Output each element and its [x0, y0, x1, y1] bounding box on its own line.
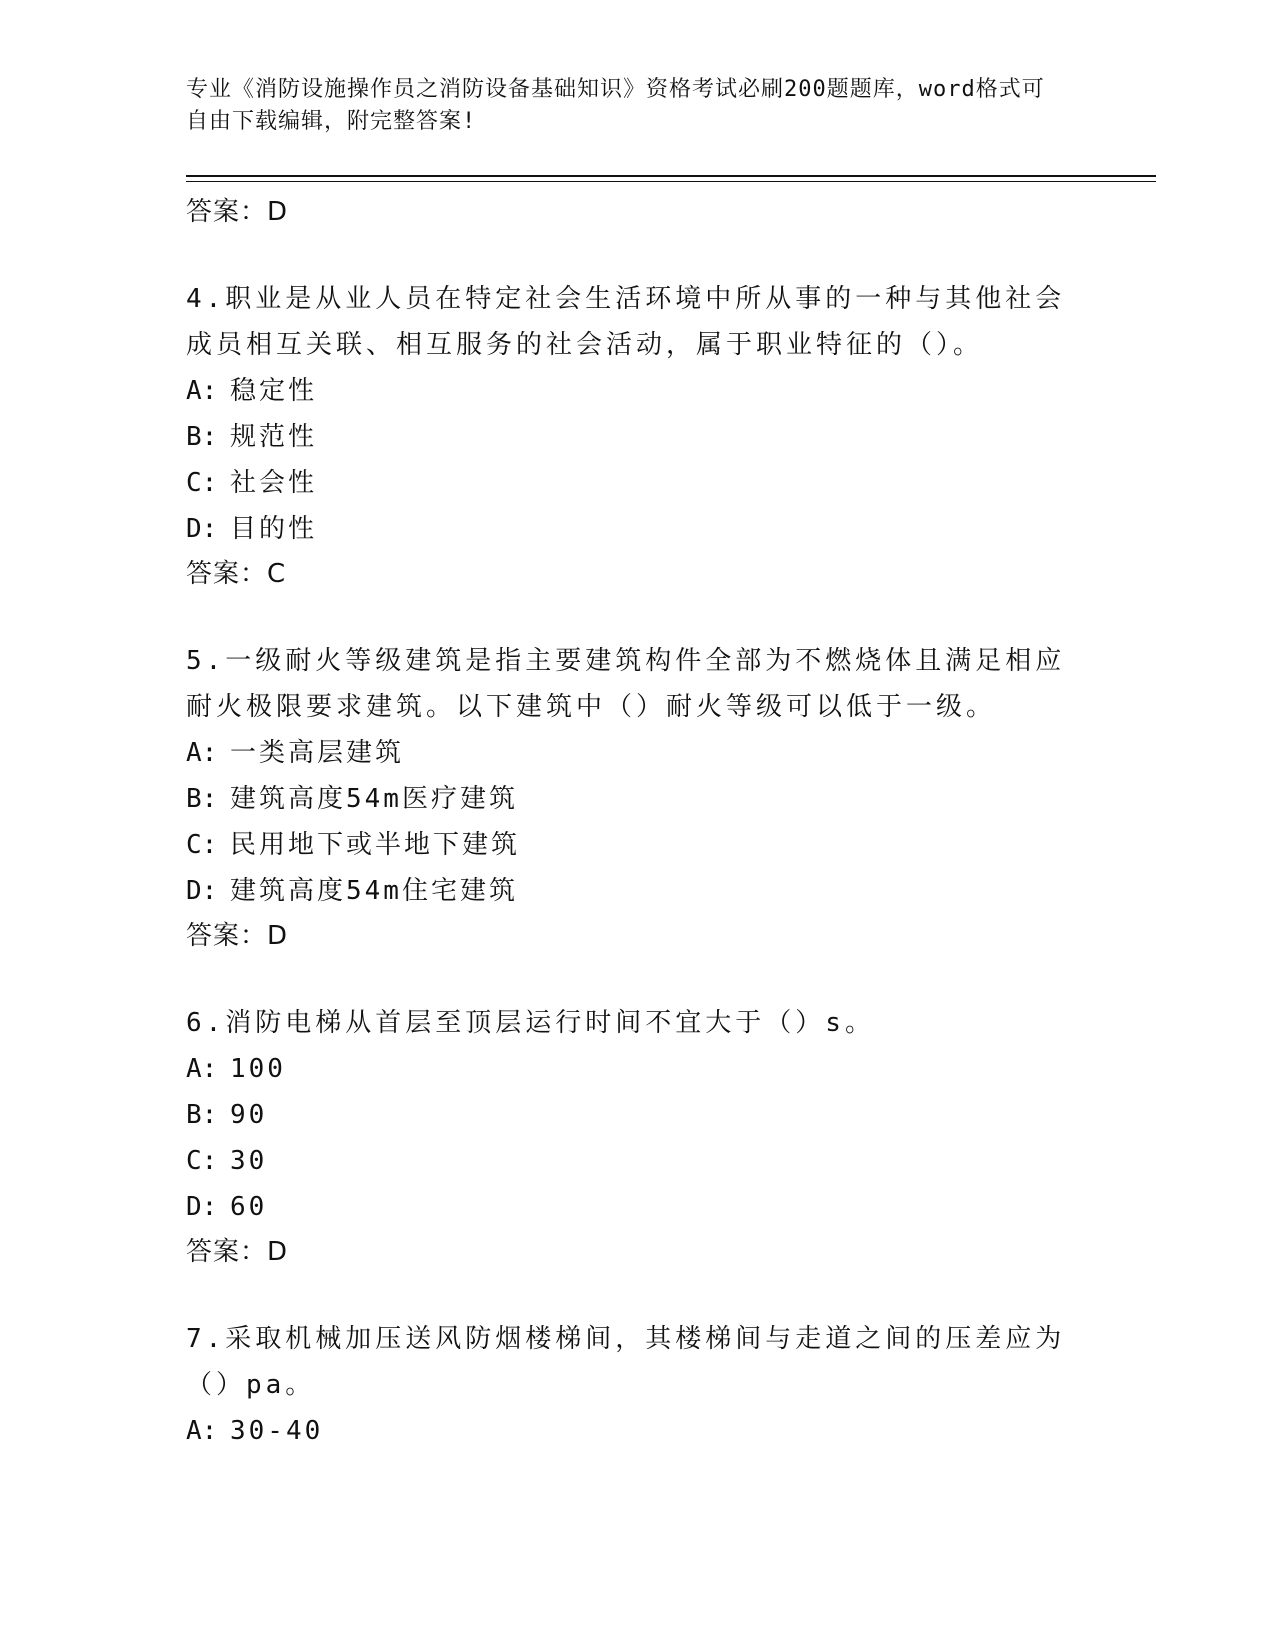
option-label: A:: [186, 1054, 218, 1084]
option-text: 100: [230, 1054, 286, 1084]
header-divider-thin: [186, 181, 1156, 182]
option-text: 30-40: [230, 1416, 324, 1446]
document-header: 专业《消防设施操作员之消防设备基础知识》资格考试必刷200题题库，word格式可自由下载编辑，附完整答案!: [186, 77, 1045, 134]
option-text: 60: [230, 1192, 268, 1222]
option-a: [186, 1408, 1086, 1454]
option-b: [186, 414, 1086, 460]
option-label: B:: [186, 1100, 218, 1130]
option-label: B:: [186, 422, 218, 452]
option-label: A:: [186, 738, 218, 768]
option-text: 30: [230, 1146, 268, 1176]
option-label: D:: [186, 876, 218, 906]
option-a: [186, 368, 1086, 414]
answer-text: 答案：D: [186, 197, 289, 227]
option-a: [186, 730, 1086, 776]
header-divider-thick: [186, 175, 1156, 177]
option-text: 建筑高度54m医疗建筑: [230, 784, 518, 814]
option-d: [186, 1184, 1086, 1230]
question-4: [186, 276, 1086, 596]
question-text: 4.职业是从业人员在特定社会生活环境中所从事的一种与其他社会成员相互关联、相互服务的社会活动，属于职业特征的（）。: [186, 284, 1066, 360]
option-b: [186, 1092, 1086, 1138]
option-label: D:: [186, 514, 218, 544]
option-a: [186, 1046, 1086, 1092]
question-7: [186, 1316, 1086, 1454]
option-text: 一类高层建筑: [230, 738, 405, 768]
option-label: A:: [186, 376, 218, 406]
question-5: [186, 638, 1086, 958]
option-text: 民用地下或半地下建筑: [230, 830, 521, 860]
option-label: D:: [186, 1192, 218, 1222]
option-text: 规范性: [230, 422, 318, 452]
option-text: 目的性: [230, 514, 318, 544]
option-d: [186, 506, 1086, 552]
option-text: 稳定性: [230, 376, 318, 406]
question-6: [186, 1000, 1086, 1274]
question-text: 5.一级耐火等级建筑是指主要建筑构件全部为不燃烧体且满足相应耐火极限要求建筑。以下建筑中（）耐火等级可以低于一级。: [186, 646, 1066, 722]
option-text: 建筑高度54m住宅建筑: [230, 876, 518, 906]
option-b: [186, 776, 1086, 822]
answer-text: 答案：D: [186, 1237, 289, 1267]
option-label: C:: [186, 468, 218, 498]
answer-text: 答案：C: [186, 559, 287, 589]
option-c: [186, 822, 1086, 868]
question-list: [186, 190, 1086, 1454]
option-c: [186, 460, 1086, 506]
question-text: 6.消防电梯从首层至顶层运行时间不宜大于（）s。: [186, 1008, 875, 1038]
option-text: 社会性: [230, 468, 318, 498]
question-text: 7.采取机械加压送风防烟楼梯间，其楼梯间与走道之间的压差应为（）pa。: [186, 1324, 1066, 1400]
option-label: B:: [186, 784, 218, 814]
option-text: 90: [230, 1100, 268, 1130]
option-label: A:: [186, 1416, 218, 1446]
option-c: [186, 1138, 1086, 1184]
option-d: [186, 868, 1086, 914]
option-label: C:: [186, 1146, 218, 1176]
answer-text: 答案：D: [186, 921, 289, 951]
option-label: C:: [186, 830, 218, 860]
